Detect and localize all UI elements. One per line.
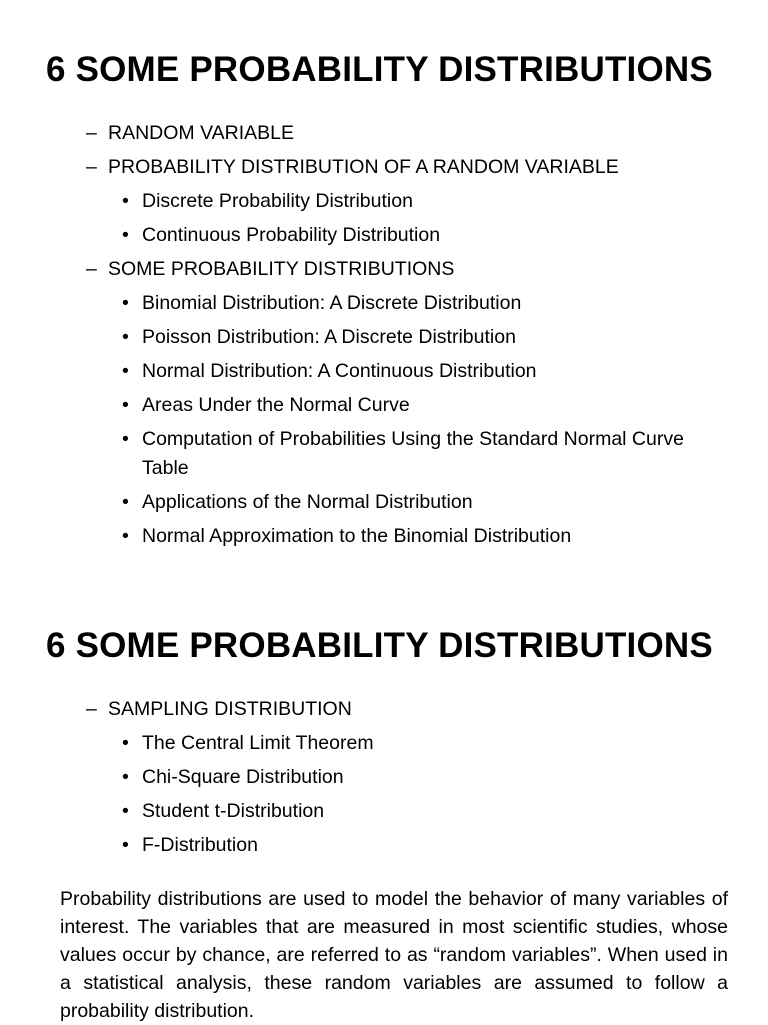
item-text: Areas Under the Normal Curve xyxy=(142,394,410,416)
outline-item xyxy=(0,357,702,386)
bullet-marker: • xyxy=(122,766,129,788)
dash-marker: – xyxy=(86,698,97,720)
outline-item xyxy=(0,425,702,483)
outline-item xyxy=(0,763,702,792)
outline-item xyxy=(0,255,768,284)
dash-marker: – xyxy=(86,122,97,144)
bullet-marker: • xyxy=(122,224,129,246)
slide-2 xyxy=(0,600,768,1024)
item-text: Applications of the Normal Distribution xyxy=(142,491,473,513)
bullet-marker: • xyxy=(122,491,129,513)
bullet-marker: • xyxy=(122,834,129,856)
outline-item xyxy=(0,831,702,860)
outline-item xyxy=(0,153,768,182)
dash-marker: – xyxy=(86,258,97,280)
bullet-marker: • xyxy=(122,428,129,450)
dash-marker: – xyxy=(86,156,97,178)
item-text: The Central Limit Theorem xyxy=(142,732,374,754)
item-text: SAMPLING DISTRIBUTION xyxy=(108,698,352,720)
bullet-marker: • xyxy=(122,525,129,547)
bullet-marker: • xyxy=(122,732,129,754)
item-text: Chi-Square Distribution xyxy=(142,766,344,788)
slide-2-outline xyxy=(0,695,768,865)
bullet-marker: • xyxy=(122,360,129,382)
outline-item xyxy=(0,221,702,250)
item-text: Student t-Distribution xyxy=(142,800,325,822)
item-text: Discrete Probability Distribution xyxy=(142,190,413,212)
item-text: SOME PROBABILITY DISTRIBUTIONS xyxy=(108,258,455,280)
item-text: Poisson Distribution: A Discrete Distribution xyxy=(142,326,516,348)
slide-1-outline xyxy=(0,119,768,556)
item-text: Normal Approximation to the Binomial Distribution xyxy=(142,525,572,547)
outline-item xyxy=(0,729,702,758)
outline-item xyxy=(0,522,702,551)
bullet-marker: • xyxy=(122,326,129,348)
bullet-marker: • xyxy=(122,292,129,314)
bullet-marker: • xyxy=(122,394,129,416)
item-text: F-Distribution xyxy=(142,834,258,856)
outline-item xyxy=(0,323,702,352)
outline-item xyxy=(0,289,702,318)
outline-item xyxy=(0,797,702,826)
item-text: Normal Distribution: A Continuous Distribution xyxy=(142,360,537,382)
item-text: Binomial Distribution: A Discrete Distribution xyxy=(142,292,522,314)
outline-item xyxy=(0,695,768,724)
outline-item xyxy=(0,488,702,517)
slide-1-heading: 6 SOME PROBABILITY DISTRIBUTIONS xyxy=(46,50,713,89)
outline-item xyxy=(0,391,702,420)
bullet-marker: • xyxy=(122,800,129,822)
item-text: RANDOM VARIABLE xyxy=(108,122,295,144)
slide-2-heading: 6 SOME PROBABILITY DISTRIBUTIONS xyxy=(46,626,713,665)
outline-item xyxy=(0,119,768,148)
item-text: PROBABILITY DISTRIBUTION OF A RANDOM VARIABLE xyxy=(108,156,619,178)
bullet-marker: • xyxy=(122,190,129,212)
item-text: Continuous Probability Distribution xyxy=(142,224,441,246)
item-text: Computation of Probabilities Using the Standard Normal Curve Table xyxy=(142,428,684,479)
body-paragraph: Probability distributions are used to model the behavior of many variables of interest. The variables that are measured in most scientific studies, whose values occur by chance, are referred to as “random variables”. When used in a statistical analysis, these random variables are assumed to follow a probability distribution. xyxy=(60,888,728,1022)
outline-item xyxy=(0,187,702,216)
